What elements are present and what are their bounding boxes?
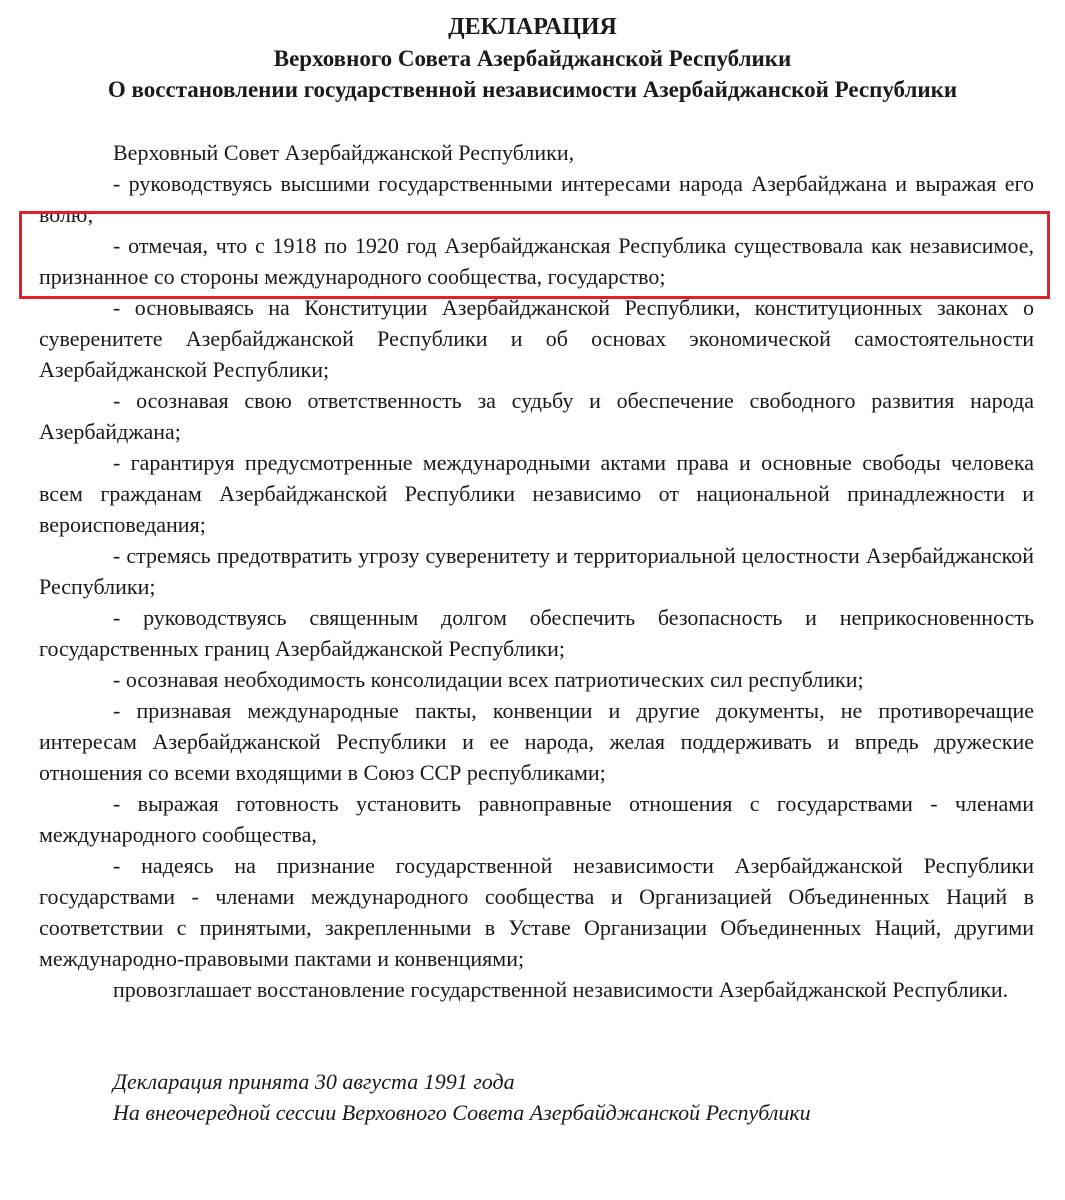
paragraph: - осознавая необходимость консолидации всех патриотических сил республики; — [113, 667, 864, 692]
paragraph: - выражая готовность установить равноправные отношения с государствами - членами международного сообщества, — [39, 791, 1034, 847]
signoff — [113, 1066, 1033, 1128]
paragraph-proclamation: провозглашает восстановление государственной независимости Азербайджанской Республики. — [113, 977, 1009, 1002]
signoff-session: На внеочередной сессии Верховного Совета Азербайджанской Республики — [113, 1100, 811, 1125]
paragraph: - гарантируя предусмотренные международными актами права и основные свободы человека всем гражданам Азербайджанской Республики независимо от национальной принадлежности и вероисповедания; — [39, 450, 1034, 537]
signoff-date: Декларация принята 30 августа 1991 года — [113, 1069, 515, 1094]
document-subject: О восстановлении государственной независимости Азербайджанской Республики — [107, 77, 958, 102]
document-title: ДЕКЛАРАЦИЯ — [448, 14, 617, 40]
paragraph-intro: Верховный Совет Азербайджанской Республики, — [113, 140, 575, 165]
paragraph: - руководствуясь высшими государственными интересами народа Азербайджана и выражая его волю; — [39, 171, 1034, 227]
paragraph: - руководствуясь священным долгом обеспечить безопасность и неприкосновенность государственных границ Азербайджанской Республики; — [39, 605, 1034, 661]
paragraph: - стремясь предотвратить угрозу суверенитету и территориальной целостности Азербайджанской Республики; — [39, 543, 1034, 599]
red-highlight-box — [19, 211, 1050, 299]
paragraph: - основываясь на Конституции Азербайджанской Республики, конституционных законах о суверенитете Азербайджанской Республики и об основах экономической самостоятельности Азербайджанской Республики; — [39, 295, 1034, 382]
paragraph-highlighted: - отмечая, что с 1918 по 1920 год Азербайджанская Республика существовала как независимое, признанное со стороны международного сообщества, государство; — [39, 233, 1034, 289]
paragraph: - осознавая свою ответственность за судьбу и обеспечение свободного развития народа Азербайджана; — [39, 388, 1034, 444]
paragraph: - надеясь на признание государственной независимости Азербайджанской Республики государствами - членами международного сообщества и Организацией Объединенных Наций в соответствии с принятыми, закрепленными в Уставе Организации Объединенных Наций, другими международно-правовыми пактами и конвенциями; — [39, 853, 1034, 971]
document-subtitle: Верховного Совета Азербайджанской Республики — [273, 46, 792, 71]
paragraph: - признавая международные пакты, конвенции и другие документы, не противоречащие интересам Азербайджанской Республики и ее народа, желая поддерживать и впредь дружеские отношения со всеми входящими в Союз ССР республиками; — [39, 698, 1034, 785]
